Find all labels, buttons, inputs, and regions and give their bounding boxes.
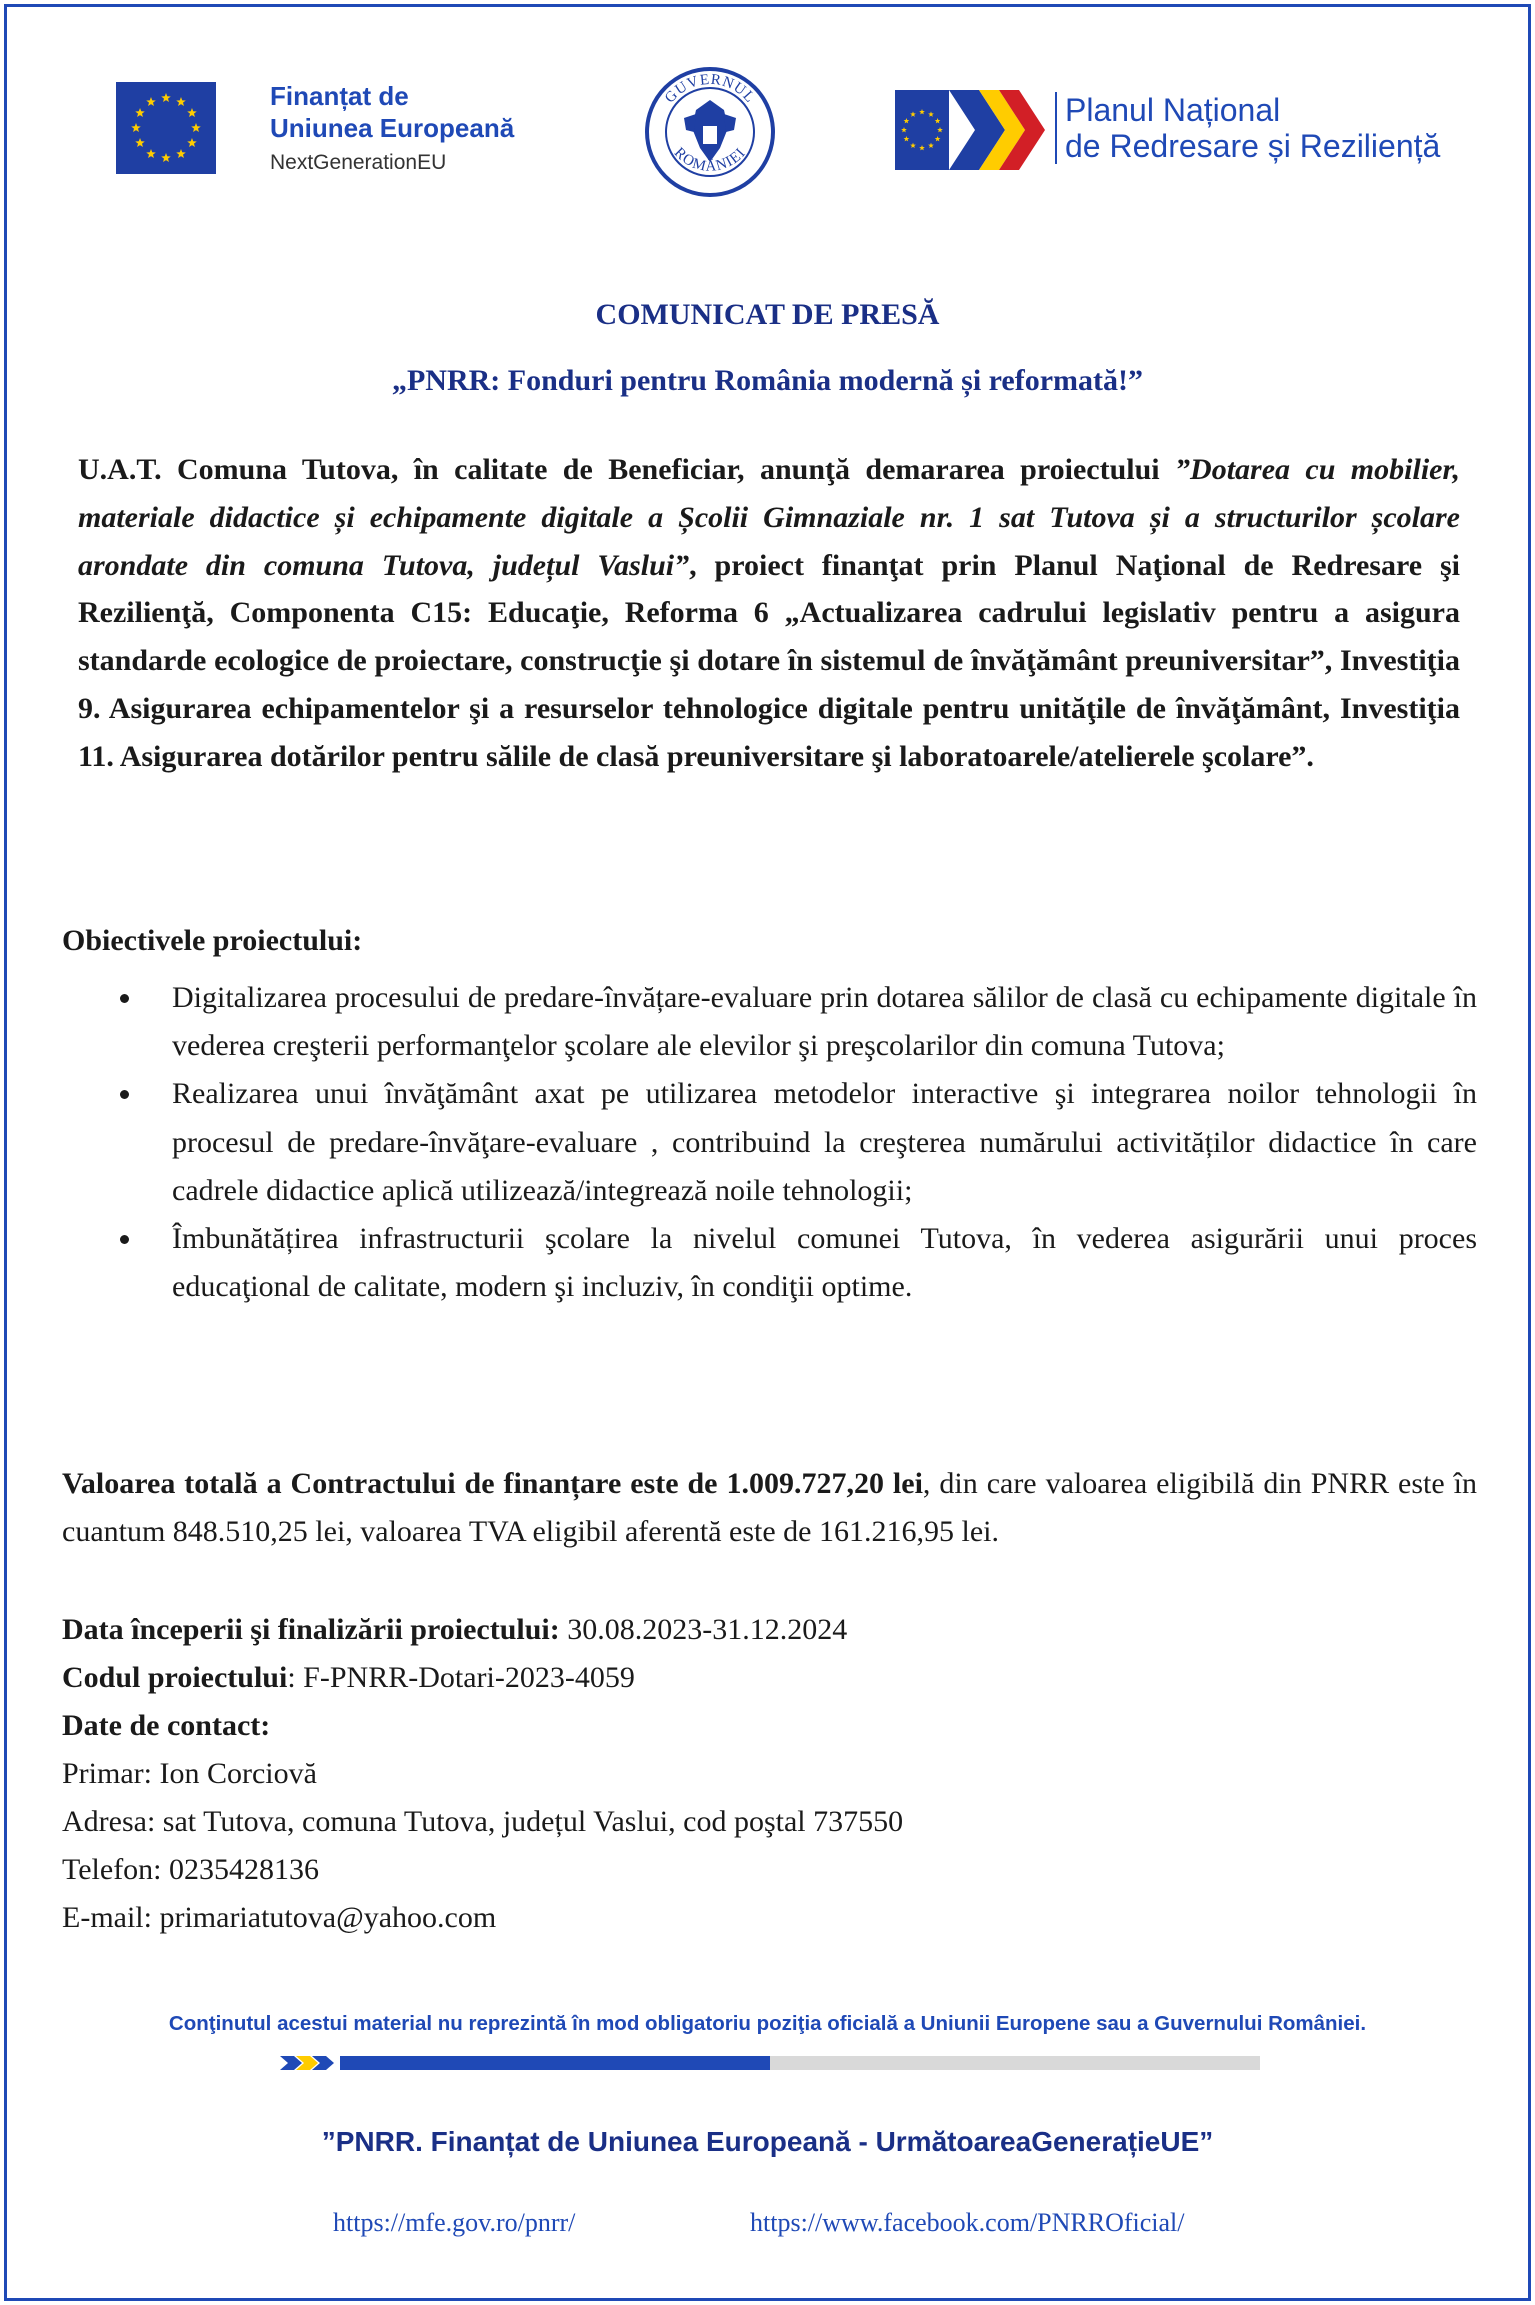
intro-part-1: U.A.T. Comuna Tutova, în calitate de Beneficiar, anunţă demararea proiectului bbox=[78, 453, 1176, 486]
eu-flag-icon bbox=[116, 82, 216, 174]
pnrr-line-1: Planul Național bbox=[1065, 92, 1281, 128]
facebook-link[interactable]: https://www.facebook.com/PNRROficial/ bbox=[750, 2208, 1185, 2237]
pnrr-label bbox=[1055, 92, 1440, 164]
eu-funding-label bbox=[270, 80, 514, 182]
eu-line-3: NextGenerationEU bbox=[270, 151, 447, 174]
footer-bar-blue bbox=[340, 2056, 770, 2070]
list-item bbox=[62, 1070, 1477, 1215]
contact-address: Adresa: sat Tutova, comuna Tutova, județul Vaslui, cod poştal 737550 bbox=[62, 1805, 904, 1838]
page-subtitle: „PNRR: Fonduri pentru România modernă și reformată!” bbox=[391, 364, 1144, 397]
seal-top-text: GUVERNUL bbox=[662, 71, 759, 107]
objectives-heading: Obiectivele proiectului: bbox=[62, 924, 363, 957]
objectives-list bbox=[62, 974, 1477, 1311]
disclaimer: Conţinutul acestui material nu reprezintă în mod obligatoriu poziţia oficială a Uniunii Europene sau a Guvernului României. bbox=[168, 2012, 1367, 2035]
objective-text: Digitalizarea procesului de predare-învățare-evaluare prin dotarea sălilor de clasă cu echipamente digitale în vederea creşterii performanţelor şcolare ale elevilor şi preşcolarilor din comuna Tutova; bbox=[172, 981, 1477, 1063]
code-label: Codul proiectului bbox=[62, 1661, 288, 1694]
contact-heading bbox=[62, 1706, 270, 1746]
dates-label: Data începerii şi finalizării proiectului: bbox=[62, 1613, 560, 1646]
eu-line-1: Finanțat de bbox=[270, 81, 409, 111]
objective-text: Îmbunătățirea infrastructurii şcolare la nivelul comunei Tutova, în vederea asigurării unui proces educaţional de calitate, modern şi incluziv, în condiţii optime. bbox=[172, 1222, 1477, 1304]
footer-bar-grey bbox=[770, 2056, 1260, 2070]
contact-phone: Telefon: 0235428136 bbox=[62, 1853, 320, 1886]
bullet-icon bbox=[120, 994, 129, 1003]
project-name: ”Dotarea cu mobilier, materiale didactice și echipamente digitale a Școlii Gimnaziale nr. 1 sat Tutova și a structurilor școlare arondate din comuna Tutova, județul Vaslui” bbox=[78, 453, 1460, 582]
contract-value-paragraph bbox=[62, 1460, 1477, 1556]
mfe-link[interactable]: https://mfe.gov.ro/pnrr/ bbox=[333, 2208, 576, 2237]
list-item bbox=[62, 1215, 1477, 1311]
pnrr-line-2: de Redresare și Reziliență bbox=[1065, 128, 1441, 164]
contact-email: E-mail: primariatutova@yahoo.com bbox=[62, 1901, 497, 1934]
contract-value-bold: Valoarea totală a Contractului de finanțare este de 1.009.727,20 lei bbox=[62, 1467, 923, 1500]
seal-bottom-text: ROMÂNIEI bbox=[670, 144, 750, 175]
list-item bbox=[62, 974, 1477, 1070]
bullet-icon bbox=[120, 1090, 129, 1099]
intro-paragraph bbox=[78, 446, 1460, 781]
footer-slogan: ”PNRR. Finanțat de Uniunea Europeană - UrmătoareaGenerațieUE” bbox=[321, 2126, 1214, 2157]
project-dates bbox=[62, 1610, 847, 1650]
chevron-arrow-icon bbox=[280, 2054, 340, 2072]
bullet-icon bbox=[120, 1235, 129, 1244]
pnrr-logo-icon bbox=[895, 86, 1053, 174]
project-code bbox=[62, 1658, 635, 1698]
intro-part-3: , proiect finanţat prin Planul Naţional de Redresare şi Rezilienţă, Componenta C15: Educaţie, Reforma 6 „Actualizarea cadrului legislativ pentru a asigura standarde ecologice de proiectare, construcţie şi dotare în sistemul de învăţământ preuniversitar”, Investiţia 9. Asigurarea echipamentelor şi a resurselor tehnologice digitale pentru unităţile de învăţământ, Investiţia 11. Asigurarea dotărilor pentru sălile de clasă preuniversitare şi laboratoarele/atelierele şcolare”. bbox=[78, 548, 1460, 773]
contact-mayor: Primar: Ion Corciovă bbox=[62, 1757, 317, 1790]
code-value: : F-PNRR-Dotari-2023-4059 bbox=[287, 1661, 635, 1694]
romanian-government-seal-icon bbox=[644, 66, 776, 198]
contract-value-rest: , din care valoarea eligibilă din PNRR este în cuantum 848.510,25 lei, valoarea TVA eligibil aferentă este de 161.216,95 lei. bbox=[62, 1467, 1478, 1548]
dates-value: 30.08.2023-31.12.2024 bbox=[559, 1613, 848, 1646]
contact-heading-text: Date de contact: bbox=[62, 1709, 271, 1742]
eu-line-2: Uniunea Europeană bbox=[270, 113, 515, 143]
objective-text: Realizarea unui învăţământ axat pe utilizarea metodelor interactive şi integrarea noilor tehnologii în procesul de predare-învăţare-evaluare , contribuind la creşterea numărului activităților didactice în care cadrele didactice aplică utilizează/integrează noile tehnologii; bbox=[172, 1077, 1477, 1207]
page-title: COMUNICAT DE PRESĂ bbox=[595, 298, 940, 331]
